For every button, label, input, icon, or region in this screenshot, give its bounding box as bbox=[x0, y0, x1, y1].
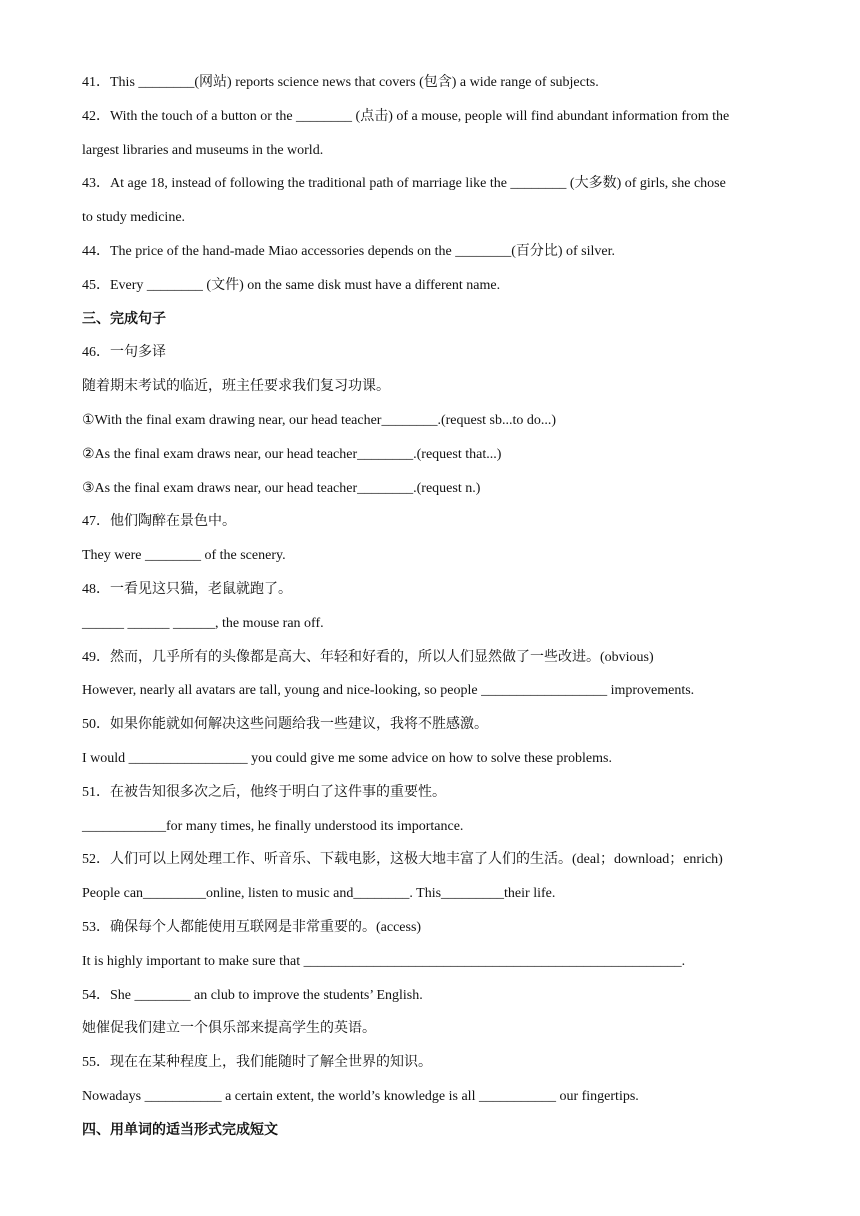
q42-text-cont: largest libraries and museums in the world. bbox=[82, 142, 324, 158]
q53-english: It is highly important to make sure that ______________________________________________________. bbox=[82, 953, 686, 969]
section-3-heading: 三、完成句子 bbox=[82, 311, 166, 327]
q43-text-cont: to study medicine. bbox=[82, 210, 186, 226]
q55-english: Nowadays ___________ a certain extent, the world’s knowledge is all ___________ our fingertips. bbox=[82, 1088, 639, 1104]
q42-text: 42．With the touch of a button or the ________ (点击) of a mouse, people will find abundant information from the bbox=[82, 108, 730, 124]
document-page bbox=[82, 66, 782, 1148]
q49-english: However, nearly all avatars are tall, young and nice-looking, so people __________________ improvements. bbox=[82, 683, 695, 699]
q46-prompt: 46．一句多译 bbox=[82, 345, 166, 361]
q54-english: 54．She ________ an club to improve the students’ English. bbox=[82, 987, 423, 1003]
q41-text: 41．This ________(网站) reports science news that covers (包含) a wide range of subjects. bbox=[82, 75, 599, 90]
q43-text: 43．At age 18, instead of following the traditional path of marriage like the ________ (大多数) of girls, she chose bbox=[82, 176, 726, 192]
q50-chinese: 50．如果你能就如何解决这些问题给我一些建议，我将不胜感激。 bbox=[82, 717, 488, 733]
q49-chinese: 49．然而，几乎所有的头像都是高大、年轻和好看的，所以人们显然做了一些改进。(obvious) bbox=[82, 649, 654, 665]
q51-chinese: 51．在被告知很多次之后，他终于明白了这件事的重要性。 bbox=[82, 784, 446, 800]
q52-english: People can_________online, listen to music and________. This_________their life. bbox=[82, 886, 556, 902]
q53-chinese: 53．确保每个人都能使用互联网是非常重要的。(access) bbox=[82, 919, 422, 935]
q52-chinese: 52．人们可以上网处理工作、听音乐、下载电影，这极大地丰富了人们的生活。(deal；download；enrich) bbox=[82, 852, 723, 868]
q44-text: 44．The price of the hand-made Miao accessories depends on the ________(百分比) of silver. bbox=[82, 243, 616, 259]
q46-option-3: ③As the final exam draws near, our head teacher________.(request n.) bbox=[82, 480, 481, 496]
q48-chinese: 48．一看见这只猫，老鼠就跑了。 bbox=[82, 581, 292, 597]
q45-text: 45．Every ________ (文件) on the same disk must have a different name. bbox=[82, 277, 501, 293]
q46-option-1: ①With the final exam drawing near, our head teacher________.(request sb...to do...) bbox=[82, 412, 557, 428]
q47-chinese: 47．他们陶醉在景色中。 bbox=[82, 514, 236, 530]
q54-chinese: 她催促我们建立一个俱乐部来提高学生的英语。 bbox=[82, 1021, 376, 1037]
q51-english: ____________for many times, he finally understood its importance. bbox=[82, 818, 464, 834]
q46-chinese: 随着期末考试的临近，班主任要求我们复习功课。 bbox=[82, 379, 390, 395]
q50-english: I would _________________ you could give me some advice on how to solve these problems. bbox=[82, 750, 612, 766]
q47-english: They were ________ of the scenery. bbox=[82, 548, 286, 564]
q46-option-2: ②As the final exam draws near, our head teacher________.(request that...) bbox=[82, 446, 502, 462]
q55-chinese: 55．现在在某种程度上，我们能随时了解全世界的知识。 bbox=[82, 1055, 432, 1071]
section-4-heading: 四、用单词的适当形式完成短文 bbox=[82, 1122, 278, 1138]
q48-english: ______ ______ ______, the mouse ran off. bbox=[82, 615, 324, 631]
